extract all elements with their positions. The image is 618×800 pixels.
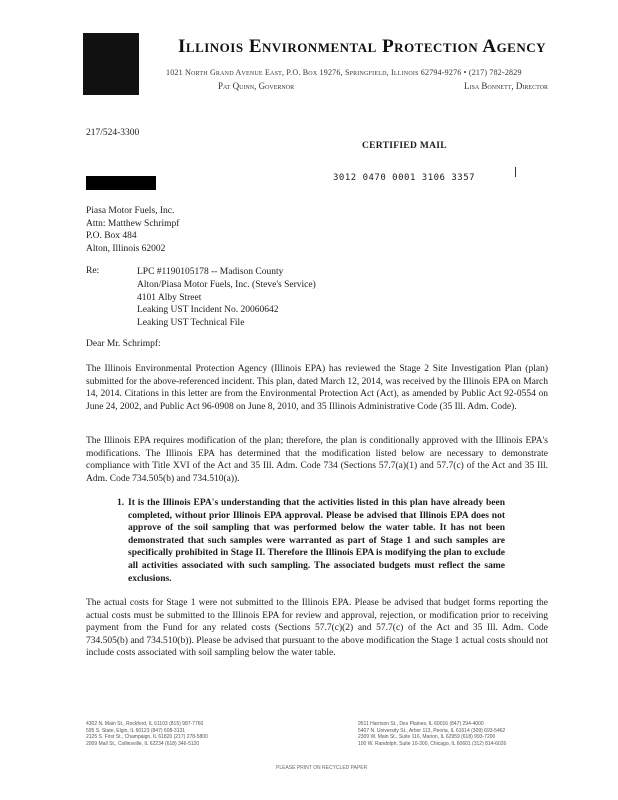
- salutation: Dear Mr. Schrimpf:: [86, 339, 161, 349]
- footer-line: 9511 Harrison St., Des Plaines, IL 60016 (847) 294-4000: [358, 721, 484, 727]
- re-line: Leaking UST Incident No. 20060642: [137, 305, 279, 316]
- footer-line: 5407 N. University St., Arbor 113, Peoria, IL 61614 (309) 693-5462: [358, 727, 506, 734]
- addressee-block: [86, 205, 179, 255]
- addressee-line: P.O. Box 484: [86, 231, 137, 241]
- body-paragraph-1: The Illinois Environmental Protection Agency (Illinois EPA) has reviewed the Stage 2 Site Investigation Plan (plan) submitted for the above-referenced incident. This plan, dated March 12, 2014, was received by the Illinois EPA on March 14, 2014. Citations in this letter are from the Environmental Protection Act (Act), as amended by Public Act 92-0554 on June 24, 2002, and Public Act 96-0908 on June 8, 2010, and 35 Illinois Administrative Code (35 Ill. Adm. Code).: [86, 364, 548, 412]
- footer-line: 4302 N. Main St., Rockford, IL 61103 (815) 987-7760: [86, 721, 204, 727]
- re-line: 4101 Alby Street: [137, 292, 202, 303]
- re-label: Re:: [86, 266, 100, 276]
- addressee-line: Alton, Illinois 62002: [86, 243, 166, 254]
- modification-item: [117, 497, 505, 585]
- director-name: Lisa Bonnett, Director: [464, 81, 548, 91]
- footer-line: 595 S. State, Elgin, IL 60123 (847) 608-3131: [86, 727, 186, 734]
- governor-name: Pat Quinn, Governor: [218, 81, 295, 91]
- addressee-line: Piasa Motor Fuels, Inc.: [86, 206, 175, 216]
- footer-line: 2309 W. Main St., Suite 116, Marion, IL 62959 (618) 993-7200: [358, 734, 496, 741]
- re-line: Alton/Piasa Motor Fuels, Inc. (Steve's Service): [137, 279, 316, 290]
- item-text: It is the Illinois EPA's understanding that the activities listed in this plan have already been completed, without prior Illinois EPA approval. Please be advised that Illinois EPA does not approve of the soil sampling that was performed below the water table. It has not been demonstrated that such samples were warranted as part of Stage 1 and such samples are specifically prohibited in Stage II. Therefore the Illinois EPA is modifying the plan to exclude all activities associated with such sampling. The associated budgets must reflect the same exclusions.: [128, 498, 505, 584]
- redaction-box: [86, 176, 156, 190]
- footer-offices-right: [358, 721, 506, 747]
- footer-line: 2009 Mall St., Collinsville, IL 62234 (618) 346-5120: [86, 740, 200, 747]
- re-line: Leaking UST Technical File: [137, 318, 245, 329]
- re-block: [137, 266, 316, 330]
- agency-address: 1021 North Grand Avenue East, P.O. Box 19276, Springfield, Illinois 62794-9276 • (217) 782-2829: [166, 68, 522, 77]
- re-line: LPC #1190105178 -- Madison County: [137, 267, 284, 277]
- body-paragraph-2: The Illinois EPA requires modification of the plan; therefore, the plan is conditionally approved with the Illinois EPA's modifications. The Illinois EPA has determined that the modification listed below are necessary to demonstrate compliance with Title XVI of the Act and 35 Ill. Adm. Code 734 (Sections 57.7(a)(1) and 57.7(c) of the Act and 35 Ill. Adm. Code 734.505(b) and 734.510(a)).: [86, 436, 548, 484]
- body-paragraph-3: The actual costs for Stage 1 were not submitted to the Illinois EPA. Please be advised that budget forms reporting the actual costs must be submitted to the Illinois EPA for review and approval, rejection, or modification prior to receiving payment from the Fund for any related costs (Sections 57.7(c)(2) and 57.7(c) of the Act and 35 Ill. Adm. Code 734.505(b) and 734.510(b)). Please be advised that pursuant to the above modification the Stage 1 actual costs should not include costs associated with soil sampling below the water table.: [86, 598, 548, 659]
- addressee-line: Attn: Matthew Schrimpf: [86, 218, 180, 229]
- agency-name: Illinois Environmental Protection Agency: [178, 36, 547, 57]
- item-number: 1.: [117, 498, 125, 508]
- phone-number: 217/524-3300: [86, 128, 140, 138]
- tracking-number: 3012 0470 0001 3106 3357: [333, 173, 476, 183]
- footer-line: 2125 S. First St., Champaign, IL 61820 (217) 278-5800: [86, 734, 208, 741]
- footer-offices-left: [86, 721, 208, 747]
- certified-mail-label: CERTIFIED MAIL: [362, 141, 447, 151]
- agency-logo: [83, 33, 139, 95]
- tick-mark: [515, 167, 516, 177]
- officials-line: [218, 81, 548, 91]
- footer-line: 100 W. Randolph, Suite 10-300, Chicago, IL 60601 (312) 814-6026: [358, 740, 507, 747]
- recycled-paper-note: PLEASE PRINT ON RECYCLED PAPER: [276, 765, 368, 771]
